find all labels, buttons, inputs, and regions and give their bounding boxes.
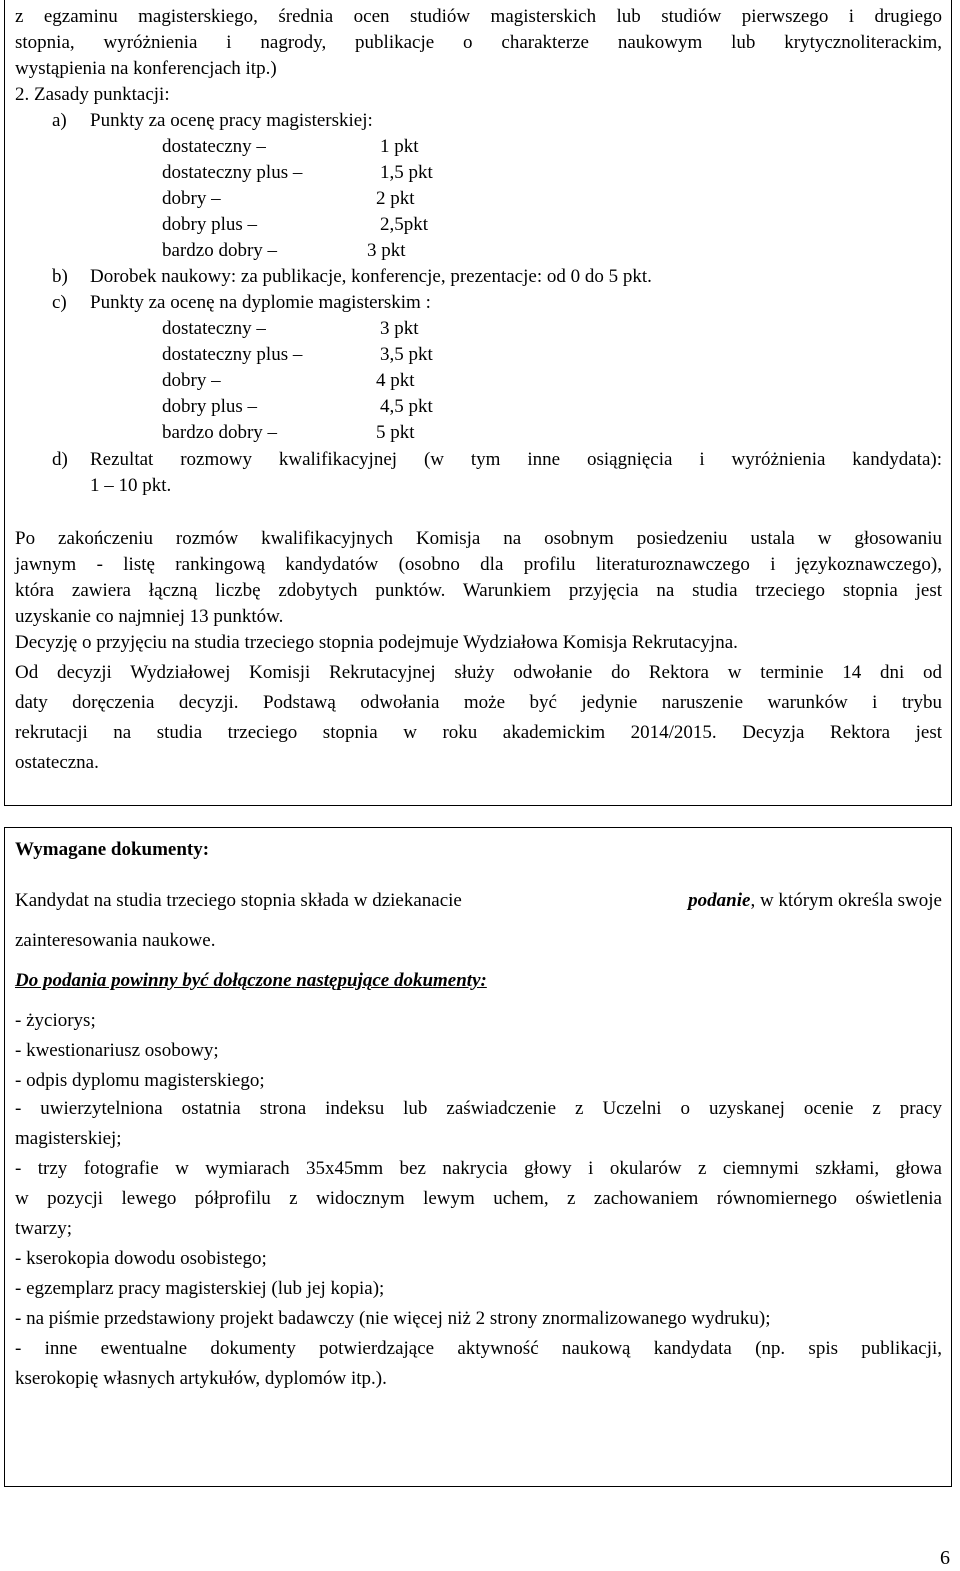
grade-c-1: dostateczny plus –	[162, 344, 303, 365]
documents-intro-line2: zainteresowania naukowe.	[15, 930, 216, 951]
grade-c-2: dobry –	[162, 370, 221, 391]
points-c-2: 4 pkt	[376, 370, 415, 391]
documents-intro-emph: podanie	[688, 890, 751, 911]
points-a-2: 2 pkt	[376, 188, 415, 209]
text-line: stopnia, wyróżnienia i nagrody, publikacje o charakterze naukowym lub krytycznoliterackim,	[15, 32, 942, 53]
item-b-text: Dorobek naukowy: za publikacje, konferencje, prezentacje: od 0 do 5 pkt.	[90, 266, 652, 287]
procedure-line: Po zakończeniu rozmów kwalifikacyjnych Komisja na osobnym posiedzeniu ustala w głosowaniu	[15, 528, 942, 549]
text-line: z egzaminu magisterskiego, średnia ocen studiów magisterskich lub studiów pierwszego i drugiego	[15, 6, 942, 27]
page-number: 6	[940, 1547, 950, 1569]
points-c-3: 4,5 pkt	[380, 396, 433, 417]
grade-a-3: dobry plus –	[162, 214, 257, 235]
appeal-line: Od decyzji Wydziałowej Komisji Rekrutacyjnej służy odwołanie do Rektora w terminie 14 dni od	[15, 662, 942, 683]
item-a-text: Punkty za ocenę pracy magisterskiej:	[90, 110, 373, 131]
appeal-line: daty doręczenia decyzji. Podstawą odwołania może być jedynie naruszenie warunków i trybu	[15, 692, 942, 713]
appeal-line: rekrutacji na studia trzeciego stopnia w roku akademickim 2014/2015. Decyzja Rektora jest	[15, 722, 942, 743]
documents-intro	[15, 888, 942, 914]
scoring-heading: 2. Zasady punktacji:	[15, 84, 170, 105]
points-a-1: 1,5 pkt	[380, 162, 433, 183]
documents-intro-before: Kandydat na studia trzeciego stopnia składa w dziekanacie	[15, 890, 462, 911]
procedure-line: która zawiera łączną liczbę zdobytych punktów. Warunkiem przyjęcia na studia trzeciego stopnia jest	[15, 580, 942, 601]
documents-heading: Wymagane dokumenty:	[15, 839, 210, 860]
item-c-text: Punkty za ocenę na dyplomie magisterskim :	[90, 292, 431, 313]
points-c-4: 5 pkt	[376, 422, 415, 443]
document-item: kserokopię własnych artykułów, dyplomów itp.).	[15, 1368, 387, 1389]
procedure-line: jawnym - listę rankingową kandydatów (osobno dla profilu literaturoznawczego i językoznawczego),	[15, 554, 942, 575]
points-a-0: 1 pkt	[380, 136, 419, 157]
document-item: - kserokopia dowodu osobistego;	[15, 1248, 267, 1269]
grade-c-0: dostateczny –	[162, 318, 266, 339]
document-item: w pozycji lewego półprofilu z widocznym lewym uchem, z zachowaniem równomiernego oświetlenia	[15, 1188, 942, 1209]
appeal-line: ostateczna.	[15, 752, 99, 773]
documents-subheading: Do podania powinny być dołączone następujące dokumenty:	[15, 970, 487, 991]
text-line: wystąpienia na konferencjach itp.)	[15, 58, 277, 79]
document-item: - inne ewentualne dokumenty potwierdzające aktywność naukową kandydata (np. spis publikacji,	[15, 1338, 942, 1359]
document-item: - na piśmie przedstawiony projekt badawczy (nie więcej niż 2 strony znormalizowanego wydruku);	[15, 1308, 771, 1329]
document-item: twarzy;	[15, 1218, 72, 1239]
grade-c-3: dobry plus –	[162, 396, 257, 417]
document-item: - życiorys;	[15, 1010, 96, 1031]
document-item: - odpis dyplomu magisterskiego;	[15, 1070, 265, 1091]
documents-intro-after: , w którym określa swoje	[750, 890, 942, 911]
item-a-label: a)	[52, 110, 67, 131]
document-item: - kwestionariusz osobowy;	[15, 1040, 219, 1061]
grade-a-1: dostateczny plus –	[162, 162, 303, 183]
points-a-3: 2,5pkt	[380, 214, 429, 235]
item-d-text: Rezultat rozmowy kwalifikacyjnej (w tym inne osiągnięcia i wyróżnienia kandydata):	[90, 449, 942, 470]
grade-c-4: bardzo dobry –	[162, 422, 278, 443]
document-item: magisterskiej;	[15, 1128, 122, 1149]
document-item: - egzemplarz pracy magisterskiej (lub jej kopia);	[15, 1278, 385, 1299]
points-c-0: 3 pkt	[380, 318, 419, 339]
item-b-label: b)	[52, 266, 68, 287]
grade-a-2: dobry –	[162, 188, 221, 209]
grade-a-0: dostateczny –	[162, 136, 266, 157]
grade-a-4: bardzo dobry –	[162, 240, 278, 261]
item-c-label: c)	[52, 292, 67, 313]
points-a-4: 3 pkt	[367, 240, 406, 261]
document-item: - trzy fotografie w wymiarach 35x45mm bez nakrycia głowy i okularów z ciemnymi szkłami, głowa	[15, 1158, 942, 1179]
documents-intro-rest	[688, 888, 942, 914]
points-c-1: 3,5 pkt	[380, 344, 433, 365]
item-d-range: 1 – 10 pkt.	[90, 475, 172, 496]
item-d-label: d)	[52, 449, 68, 470]
procedure-line: uzyskanie co najmniej 13 punktów.	[15, 606, 284, 627]
decision-line: Decyzję o przyjęciu na studia trzeciego stopnia podejmuje Wydziałowa Komisja Rekrutacyjna.	[15, 632, 738, 653]
document-item: - uwierzytelniona ostatnia strona indeksu lub zaświadczenie z Uczelni o uzyskanej ocenie z pracy	[15, 1098, 942, 1119]
